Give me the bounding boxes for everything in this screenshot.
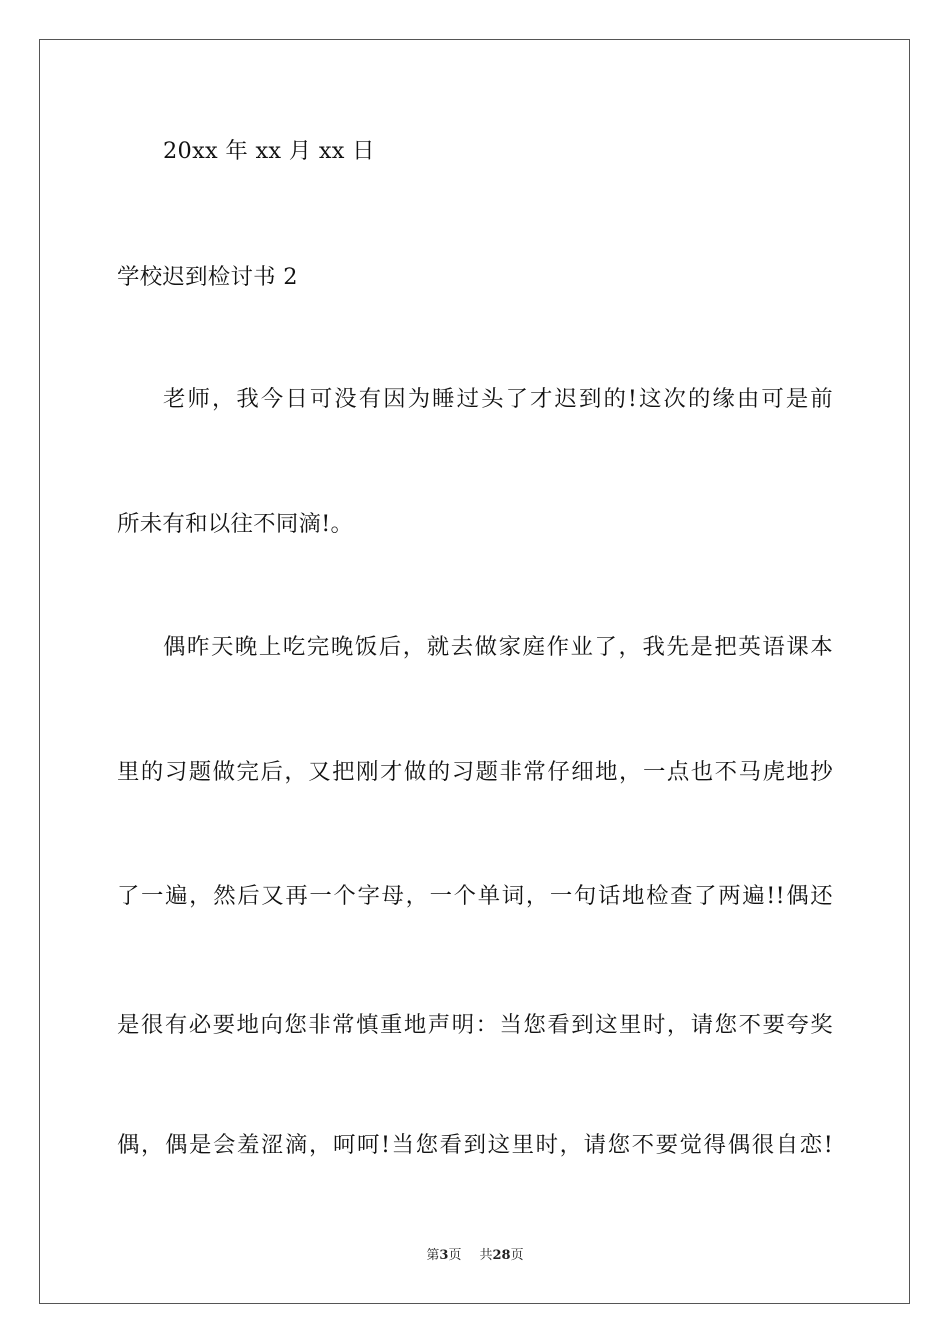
page-prefix: 第 [426, 1248, 440, 1263]
paragraph-2-line-3: 了一遍，然后又再一个字母，一个单词，一句话地检查了两遍!!偶还 [117, 883, 833, 909]
paragraph-1-line-2: 所未有和以往不同滴!。 [117, 511, 354, 537]
page-number: 3 [439, 1248, 449, 1263]
page-border [39, 39, 910, 1304]
total-suffix: 页 [510, 1248, 524, 1263]
date-line: 20xx 年 xx 月 xx 日 [163, 138, 375, 164]
paragraph-2-line-2: 里的习题做完后，又把刚才做的习题非常仔细地，一点也不马虎地抄 [117, 759, 833, 785]
total-pages: 28 [492, 1248, 511, 1263]
page-suffix: 页 [448, 1248, 462, 1263]
paragraph-2-line-1: 偶昨天晚上吃完晚饭后，就去做家庭作业了，我先是把英语课本 [163, 634, 833, 660]
page-footer [0, 1246, 950, 1266]
total-prefix: 共 [479, 1248, 493, 1263]
paragraph-2-line-5: 偶，偶是会羞涩滴，呵呵!当您看到这里时，请您不要觉得偶很自恋! [117, 1132, 833, 1158]
paragraph-2-line-4: 是很有必要地向您非常慎重地声明：当您看到这里时，请您不要夸奖 [117, 1012, 833, 1038]
paragraph-1-line-1: 老师，我今日可没有因为睡过头了才迟到的!这次的缘由可是前 [163, 386, 833, 412]
document-title: 学校迟到检讨书 2 [117, 264, 298, 290]
